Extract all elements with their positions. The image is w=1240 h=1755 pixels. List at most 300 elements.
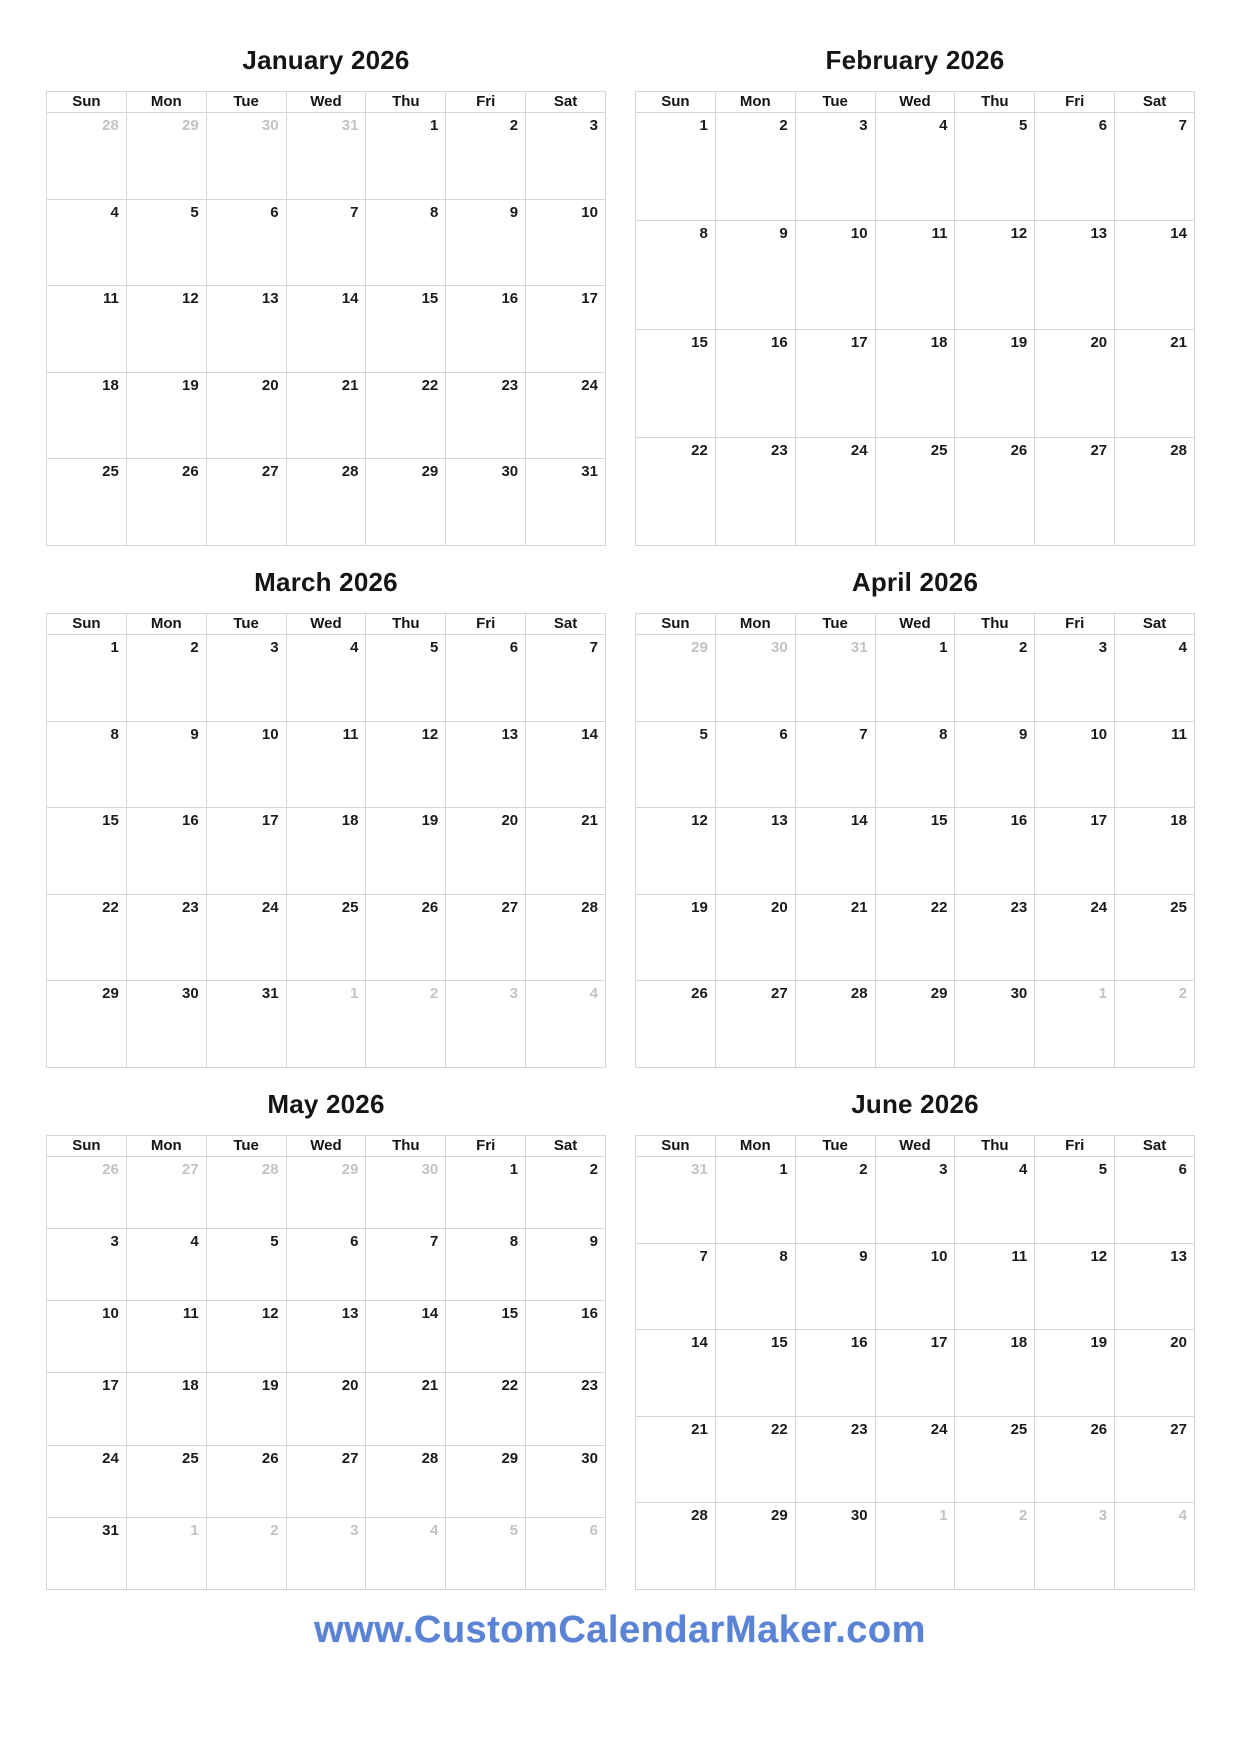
day-cell (366, 200, 446, 287)
day-cell (526, 373, 606, 460)
day-cell (446, 373, 526, 460)
day-cell (1035, 808, 1115, 895)
day-cell (446, 1446, 526, 1518)
day-number: 28 (261, 1161, 279, 1178)
weekday-label: Sat (1115, 1136, 1195, 1157)
day-cell (446, 113, 526, 200)
day-cell (287, 635, 367, 722)
day-number: 11 (102, 290, 119, 308)
day-cell (526, 1157, 606, 1229)
day-cell (1115, 221, 1195, 329)
weekday-label: Mon (127, 92, 207, 113)
day-cell (955, 981, 1035, 1068)
day-cell (127, 722, 207, 809)
day-cell-adjacent-month (1115, 981, 1195, 1068)
day-number: 19 (261, 1377, 279, 1395)
day-cell-adjacent-month (1035, 981, 1115, 1068)
day-cell (796, 1330, 876, 1417)
day-number: 28 (102, 117, 119, 134)
day-cell (366, 1301, 446, 1373)
day-cell (636, 438, 716, 546)
day-number: 10 (1090, 725, 1108, 743)
day-number: 6 (1098, 117, 1108, 134)
day-number: 18 (930, 333, 948, 351)
day-number: 23 (1010, 898, 1028, 916)
day-number: 28 (691, 1507, 708, 1525)
day-cell (636, 330, 716, 438)
day-cell-adjacent-month (1035, 1503, 1115, 1590)
day-cell (127, 1373, 207, 1445)
day-cell-adjacent-month (716, 635, 796, 722)
day-cell (636, 1330, 716, 1417)
day-number: 19 (1010, 333, 1028, 351)
day-number: 29 (341, 1161, 359, 1178)
day-cell (366, 286, 446, 373)
weekday-label: Mon (127, 1136, 207, 1157)
day-number: 18 (341, 812, 359, 830)
day-number: 27 (341, 1449, 359, 1467)
weekday-label: Thu (366, 614, 446, 635)
day-number: 31 (341, 117, 359, 134)
day-number: 14 (691, 1334, 708, 1352)
day-number: 3 (939, 1161, 948, 1178)
day-number: 15 (930, 812, 948, 830)
day-cell (716, 1503, 796, 1590)
day-cell (636, 981, 716, 1068)
day-number: 20 (771, 898, 788, 916)
day-number: 4 (1178, 1507, 1187, 1525)
weekday-header-row (635, 91, 1195, 113)
day-number: 10 (930, 1247, 948, 1265)
day-number: 13 (1170, 1247, 1187, 1265)
day-number: 20 (261, 376, 279, 394)
weekday-label: Tue (207, 92, 287, 113)
day-number: 5 (1018, 117, 1028, 134)
day-number: 8 (509, 1233, 519, 1251)
day-number: 29 (691, 639, 708, 656)
weekday-label: Fri (1035, 614, 1115, 635)
weekday-header-row (46, 613, 606, 635)
day-cell (287, 1301, 367, 1373)
weekday-label: Sat (526, 614, 606, 635)
day-number: 5 (270, 1233, 279, 1251)
day-cell (47, 1373, 127, 1445)
day-cell-adjacent-month (636, 635, 716, 722)
day-number: 22 (102, 898, 119, 916)
day-number: 25 (102, 463, 119, 481)
day-cell (796, 895, 876, 982)
weekday-label: Wed (876, 1136, 956, 1157)
day-number: 1 (110, 639, 119, 656)
day-number: 28 (850, 985, 868, 1003)
day-number: 31 (102, 1521, 119, 1539)
day-cell (636, 1417, 716, 1504)
day-cell (207, 1229, 287, 1301)
day-number: 23 (501, 376, 519, 394)
day-number: 30 (182, 985, 199, 1003)
day-cell (47, 286, 127, 373)
day-number: 2 (429, 985, 439, 1003)
day-cell (47, 981, 127, 1068)
day-cell (1115, 438, 1195, 546)
day-number: 14 (581, 725, 598, 743)
day-cell (526, 459, 606, 546)
day-number: 4 (589, 985, 598, 1003)
day-number: 30 (261, 117, 279, 134)
month-title: June 2026 (851, 1089, 979, 1119)
day-cell (127, 459, 207, 546)
day-number: 30 (581, 1449, 598, 1467)
day-number: 7 (859, 725, 868, 743)
day-number: 28 (1170, 441, 1187, 459)
day-number: 17 (930, 1334, 948, 1352)
day-number: 2 (1018, 639, 1028, 656)
day-cell (716, 330, 796, 438)
weekday-label: Fri (1035, 1136, 1115, 1157)
month-january-2026 (46, 40, 606, 546)
day-number: 17 (261, 812, 279, 830)
day-number: 16 (1010, 812, 1028, 830)
day-number: 14 (1170, 225, 1187, 243)
weekday-label: Tue (796, 1136, 876, 1157)
day-cell-adjacent-month (127, 1518, 207, 1590)
day-cell (1115, 722, 1195, 809)
day-cell (287, 895, 367, 982)
day-cell (796, 808, 876, 895)
day-cell (1035, 1244, 1115, 1331)
day-cell (287, 1229, 367, 1301)
day-cell (716, 1417, 796, 1504)
day-cell (47, 1518, 127, 1590)
day-cell (287, 1373, 367, 1445)
day-cell (526, 113, 606, 200)
day-cell-adjacent-month (287, 1518, 367, 1590)
day-number: 11 (1011, 1247, 1028, 1265)
day-cell (446, 808, 526, 895)
day-cell (287, 1446, 367, 1518)
day-cell-adjacent-month (47, 1157, 127, 1229)
month-march-2026 (46, 562, 606, 1068)
day-number: 18 (102, 376, 119, 394)
day-cell (127, 895, 207, 982)
day-cell (716, 113, 796, 221)
day-number: 27 (501, 898, 519, 916)
day-cell (127, 981, 207, 1068)
day-cell (716, 981, 796, 1068)
day-cell (636, 113, 716, 221)
day-number: 10 (261, 725, 279, 743)
day-cell-adjacent-month (287, 981, 367, 1068)
day-number: 21 (421, 1377, 439, 1395)
day-cell-adjacent-month (1115, 1503, 1195, 1590)
day-cell (876, 221, 956, 329)
day-number: 9 (190, 725, 199, 743)
day-number: 29 (102, 985, 119, 1003)
day-number: 6 (509, 639, 519, 656)
day-cell-adjacent-month (366, 1157, 446, 1229)
day-number: 11 (931, 225, 948, 243)
day-number: 29 (930, 985, 948, 1003)
day-number: 11 (342, 725, 359, 743)
month-title: January 2026 (242, 45, 410, 75)
day-number: 1 (429, 117, 439, 134)
day-number: 1 (939, 1507, 948, 1525)
day-number: 17 (102, 1377, 119, 1395)
day-cell (955, 221, 1035, 329)
site-watermark: www.CustomCalendarMaker.com (314, 1609, 926, 1651)
day-number: 31 (261, 985, 279, 1003)
day-cell (1115, 113, 1195, 221)
day-number: 30 (501, 463, 519, 481)
day-cell (1115, 1157, 1195, 1244)
day-number: 5 (190, 203, 199, 221)
day-cell (446, 1373, 526, 1445)
day-number: 4 (110, 203, 119, 221)
weekday-header-row (46, 1135, 606, 1157)
day-cell (716, 1244, 796, 1331)
day-cell-adjacent-month (287, 1157, 367, 1229)
day-number: 12 (1010, 225, 1028, 243)
day-number: 16 (182, 812, 199, 830)
day-cell (287, 200, 367, 287)
day-number: 4 (1018, 1161, 1028, 1178)
day-cell (127, 808, 207, 895)
day-number: 22 (421, 376, 439, 394)
day-cell (796, 722, 876, 809)
day-number: 7 (699, 1247, 708, 1265)
day-number: 4 (939, 117, 948, 134)
day-number: 16 (581, 1305, 598, 1323)
day-cell (366, 373, 446, 460)
day-cell (1035, 330, 1115, 438)
day-number: 4 (190, 1233, 199, 1251)
day-cell (207, 1373, 287, 1445)
day-number: 29 (501, 1449, 519, 1467)
day-number: 29 (182, 117, 199, 134)
day-number: 10 (102, 1305, 119, 1323)
day-cell (366, 1229, 446, 1301)
day-cell-adjacent-month (955, 1503, 1035, 1590)
day-number: 18 (182, 1377, 199, 1395)
day-number: 8 (429, 203, 439, 221)
weekday-label: Wed (287, 1136, 367, 1157)
day-cell (876, 330, 956, 438)
day-number: 11 (182, 1305, 199, 1323)
day-number: 12 (182, 290, 199, 308)
day-cell (1035, 635, 1115, 722)
day-number: 4 (1178, 639, 1187, 656)
day-cell (716, 1330, 796, 1417)
day-cell (955, 808, 1035, 895)
day-number: 26 (102, 1161, 119, 1178)
day-number: 20 (1170, 1334, 1187, 1352)
day-number: 24 (261, 898, 279, 916)
day-number: 26 (421, 898, 439, 916)
day-cell (876, 981, 956, 1068)
day-cell (876, 722, 956, 809)
day-cell (636, 1244, 716, 1331)
day-number: 5 (429, 639, 439, 656)
day-number: 22 (501, 1377, 519, 1395)
day-cell (207, 635, 287, 722)
day-cell (526, 808, 606, 895)
day-number: 15 (501, 1305, 519, 1323)
weekday-label: Sun (47, 614, 127, 635)
day-cell (207, 286, 287, 373)
day-number: 2 (589, 1161, 598, 1178)
day-number: 12 (421, 725, 439, 743)
day-number: 25 (930, 441, 948, 459)
day-cell (207, 459, 287, 546)
day-cell (446, 895, 526, 982)
day-cell (1035, 895, 1115, 982)
day-cell (526, 895, 606, 982)
weekday-label: Thu (955, 92, 1035, 113)
day-number: 8 (779, 1247, 788, 1265)
day-number: 8 (939, 725, 948, 743)
weekday-label: Mon (716, 92, 796, 113)
day-cell-adjacent-month (446, 1518, 526, 1590)
day-cell (47, 635, 127, 722)
day-number: 27 (261, 463, 279, 481)
days-grid (46, 635, 606, 1068)
day-number: 17 (581, 290, 598, 308)
day-number: 14 (341, 290, 359, 308)
day-number: 27 (1170, 1420, 1187, 1438)
day-cell (716, 221, 796, 329)
day-cell (446, 459, 526, 546)
day-number: 31 (581, 463, 598, 481)
weekday-label: Sat (1115, 614, 1195, 635)
day-cell (47, 808, 127, 895)
day-number: 21 (581, 812, 598, 830)
weekday-label: Mon (127, 614, 207, 635)
day-number: 20 (1090, 333, 1108, 351)
weekday-header-row (46, 91, 606, 113)
day-cell (955, 1330, 1035, 1417)
weekday-label: Sat (526, 92, 606, 113)
month-title: February 2026 (825, 45, 1005, 75)
day-number: 1 (350, 985, 359, 1003)
weekday-label: Sat (526, 1136, 606, 1157)
day-cell (796, 113, 876, 221)
day-number: 21 (691, 1420, 708, 1438)
day-number: 26 (261, 1449, 279, 1467)
day-cell (446, 1301, 526, 1373)
day-number: 26 (1010, 441, 1028, 459)
weekday-label: Thu (366, 92, 446, 113)
day-number: 29 (771, 1507, 788, 1525)
day-number: 30 (771, 639, 788, 656)
day-cell (876, 1157, 956, 1244)
day-number: 7 (429, 1233, 439, 1251)
day-number: 9 (779, 225, 788, 243)
day-number: 4 (350, 639, 359, 656)
day-cell-adjacent-month (366, 981, 446, 1068)
day-cell-adjacent-month (207, 1518, 287, 1590)
day-number: 3 (110, 1233, 119, 1251)
day-cell (366, 1446, 446, 1518)
day-number: 13 (1090, 225, 1108, 243)
day-number: 11 (1171, 725, 1187, 743)
day-number: 21 (850, 898, 868, 916)
day-number: 16 (771, 333, 788, 351)
day-cell (526, 1446, 606, 1518)
day-cell (366, 459, 446, 546)
weekday-label: Sat (1115, 92, 1195, 113)
day-cell (526, 1373, 606, 1445)
day-cell (47, 200, 127, 287)
day-cell (876, 808, 956, 895)
day-number: 24 (850, 441, 868, 459)
day-cell (526, 722, 606, 809)
day-number: 24 (102, 1449, 119, 1467)
day-number: 22 (771, 1420, 788, 1438)
day-number: 2 (1018, 1507, 1028, 1525)
day-number: 23 (850, 1420, 868, 1438)
day-cell (876, 895, 956, 982)
day-cell (127, 200, 207, 287)
day-cell (47, 722, 127, 809)
day-cell (526, 1229, 606, 1301)
day-number: 28 (581, 898, 598, 916)
day-number: 3 (350, 1521, 359, 1539)
day-cell (446, 1229, 526, 1301)
day-cell (876, 1330, 956, 1417)
day-cell (446, 200, 526, 287)
weekday-label: Thu (955, 1136, 1035, 1157)
days-grid (635, 1157, 1195, 1590)
day-number: 24 (930, 1420, 948, 1438)
day-number: 19 (421, 812, 439, 830)
day-number: 25 (1170, 898, 1187, 916)
day-number: 7 (589, 639, 598, 656)
day-number: 18 (1010, 1334, 1028, 1352)
day-number: 20 (341, 1377, 359, 1395)
day-number: 9 (859, 1247, 868, 1265)
day-cell (876, 113, 956, 221)
day-cell (127, 286, 207, 373)
day-number: 19 (1090, 1334, 1108, 1352)
weekday-label: Sun (636, 1136, 716, 1157)
day-number: 3 (1098, 1507, 1108, 1525)
day-cell (127, 1446, 207, 1518)
day-cell-adjacent-month (127, 113, 207, 200)
day-cell (446, 1157, 526, 1229)
day-number: 20 (501, 812, 519, 830)
day-cell (207, 1446, 287, 1518)
days-grid (46, 1157, 606, 1590)
day-cell (366, 113, 446, 200)
day-cell (127, 1301, 207, 1373)
day-cell (446, 722, 526, 809)
weekday-label: Wed (287, 92, 367, 113)
day-cell-adjacent-month (47, 113, 127, 200)
month-june-2026 (635, 1084, 1195, 1590)
day-cell (1035, 1157, 1115, 1244)
day-cell (287, 722, 367, 809)
day-cell (716, 895, 796, 982)
day-cell (1115, 1330, 1195, 1417)
day-number: 7 (1178, 117, 1187, 134)
day-number: 16 (501, 290, 519, 308)
day-cell (796, 221, 876, 329)
day-cell (636, 1503, 716, 1590)
day-cell (796, 1157, 876, 1244)
weekday-label: Fri (446, 92, 526, 113)
day-number: 3 (509, 985, 519, 1003)
weekday-label: Sun (636, 92, 716, 113)
